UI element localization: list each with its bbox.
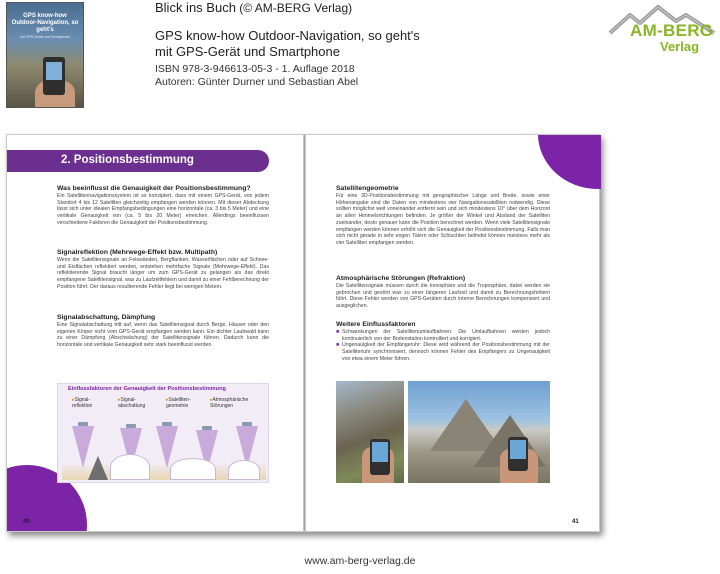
infographic-item: ▸Signal- abschattung <box>118 397 146 409</box>
book-cover-thumbnail[interactable] <box>6 2 84 108</box>
section-heading: Was beeinflusst die Genauigkeit der Positionsbestimmung? <box>57 185 251 192</box>
hill-illustration <box>228 460 260 480</box>
bullet-item: ■ Ungenauigkeit der Empfängeruhr: Diese wird während der Positionsbestimmung mit der Satellitenuhr synchronisiert, dennoch können Fehler des Empfängers zu Ungenauigkeit von etwa einem Meter führen. <box>336 342 550 362</box>
section-heading: Atmosphärische Störungen (Refraktion) <box>336 275 466 282</box>
logo-text-amberg: AM-BERG <box>630 21 714 40</box>
preview-label: Blick ins Buch <box>155 0 236 15</box>
section-satellite-geometry <box>336 185 550 247</box>
section-accuracy <box>57 185 269 227</box>
preview-heading <box>155 0 352 15</box>
section-text: Die Satellitensignale müssen durch die Ionosphäre und die Troposphäre, dabei werden sie gebrochen und gestört was zu einer längeren Laufzeit und damit zu Berechnungsfehlern führt. Diese Fehler werden von GPS-Geräten durch interne Berechnungen kompensiert und ausgeglichen. <box>336 283 550 310</box>
book-meta <box>155 63 358 88</box>
cover-gps-device-illustration <box>43 57 65 95</box>
chapter-title: 2. Positionsbestimmung <box>61 154 194 166</box>
infographic-item: ▸Satelliten- geometrie <box>166 397 191 409</box>
section-text: Ein Satellitennavigationssystem ist so konzipiert, dass mit einem GPS-Gerät, von jedem Standort 4 bis 12 Satelliten gleichzeitig empfangen werden können. Mit dieser Abdeckung lässt sich unter idealen Empfangsbedingungen eine horizontale (ca. 3 bis 5 Meter) und eine vertikale Genauigkeit von (ca. 5 bis 20 Meter) erreichen. Allerdings beeinflussen verschiedene Faktoren die Genauigkeit der Positionsbestimmung. <box>57 193 269 226</box>
section-text: Für eine 3D-Positionsbestimmung mit geographischer Länge und Breite, sowie einer Höhenangabe sind die Daten von mindestens vier Navigationssatelliten notwendig. Diese sollten möglichst weit voneinander entfernt sein und sich mindestens 10° über dem Horizont an allen Himmelsrichtungen befinden. Je größer der Winkel und Abstand der Satelliten zueinander, desto genauer kann die Position berechnet werden. Wenn viele Satellitensignale empfangen werden können erhöht sich die Genauigkeit der Positionsbestimmung. Falls man sich nicht gerade in sehr engen Tälern oder Schluchten befindet können meistens mehr als vier Satelliten empfangen werden. <box>336 193 550 246</box>
photo-rock-wall-gps <box>336 381 404 483</box>
publisher-website-link[interactable]: www.am-berg-verlag.de <box>304 555 416 567</box>
bullet-icon: ■ <box>336 329 340 335</box>
gps-device-illustration <box>370 439 390 475</box>
section-text: Wenn die Satellitensignale an Felswänden, Bergflanken, Wasserflächen oder auf Schnee- und Eisflächen reflektiert werden, entstehen mehrfache Signale (Mehrwege-Effekt). Das reflektierende Signal braucht länger um zum GPS-Gerät zu gelangen als das direkt empfangene Satellitensignal, was zu Laufzeitfehlern und damit zu einer Fehlberechnung der Position führt. Der daraus resultierende Fehler liegt bei wenigen Metern. <box>57 257 269 290</box>
hill-illustration <box>170 458 216 480</box>
book-spread <box>6 134 600 532</box>
bullet-item: ■ Schwankungen der Satellitenumlaufbahnen: Die Umlaufbahnen werden jedoch kontinuierlich von der Bodenstation kontrolliert und korrigiert. <box>336 329 550 342</box>
decorative-purple-corner <box>538 135 601 189</box>
book-title-line-2: mit GPS-Gerät und Smartphone <box>155 44 340 59</box>
infographic-item: ▸Atmosphärische Störungen <box>210 397 249 409</box>
cover-subtitle: mit GPS-Gerät und Smartphone <box>20 35 70 39</box>
infographic-item: ▸Signal- reflektion <box>72 397 93 409</box>
section-heading: Weitere Einflussfaktoren <box>336 321 416 328</box>
authors-line: Autoren: Günter Durner und Sebastian Abel <box>155 75 359 88</box>
rock-wall-illustration <box>88 456 108 480</box>
right-page <box>306 135 601 531</box>
section-multipath <box>57 249 269 291</box>
cover-title: GPS know-how Outdoor-Navigation, so geht's <box>11 13 79 33</box>
infographic-influence-factors <box>57 383 269 483</box>
arrow-right-icon: ▸ <box>210 397 213 403</box>
section-text: Eine Signalabschattung tritt auf, wenn das Satellitensignal durch Berge, Häuser oder den eigenen Körper nicht vom GPS-Gerät empfangen werden kann. Ein dichter Laubwald kann zu einer Dämpfung (Abschwächung) der Satellitensignale führen. Dadurch kann die horizontale und vertikale Genauigkeit sehr stark beeinflusst werden. <box>57 322 269 349</box>
section-more-factors <box>336 321 550 363</box>
section-shading <box>57 314 269 349</box>
arrow-right-icon: ▸ <box>166 397 169 403</box>
isbn-line: ISBN 978-3-946613-05-3 - 1. Auflage 2018 <box>155 63 355 75</box>
copyright-note: (© AM-BERG Verlag) <box>239 1 353 15</box>
section-heading: Satellitengeometrie <box>336 185 399 192</box>
logo-text-verlag: Verlag <box>660 39 700 54</box>
hill-illustration <box>110 454 150 480</box>
am-berg-logo[interactable] <box>608 3 716 59</box>
book-title-line-1: GPS know-how Outdoor-Navigation, so geht's <box>155 28 420 43</box>
section-heading: Signalabschattung, Dämpfung <box>57 314 156 321</box>
arrow-right-icon: ▸ <box>118 397 121 403</box>
infographic-illustration <box>62 422 266 480</box>
section-heading: Signalreflektion (Mehrwege-Effekt bzw. Multipath) <box>57 249 218 256</box>
book-title <box>155 28 420 60</box>
arrow-right-icon: ▸ <box>72 397 75 403</box>
photo-mountain-gps <box>408 381 550 483</box>
section-atmospheric <box>336 275 550 310</box>
left-page <box>7 135 303 531</box>
bullet-icon: ■ <box>336 342 340 349</box>
gps-device-illustration <box>508 437 528 471</box>
page-number-left: 40 <box>23 519 30 525</box>
infographic-title: Einflussfaktoren der Genauigkeit der Positionsbestimmung <box>68 386 226 392</box>
page-number-right: 41 <box>572 519 579 525</box>
